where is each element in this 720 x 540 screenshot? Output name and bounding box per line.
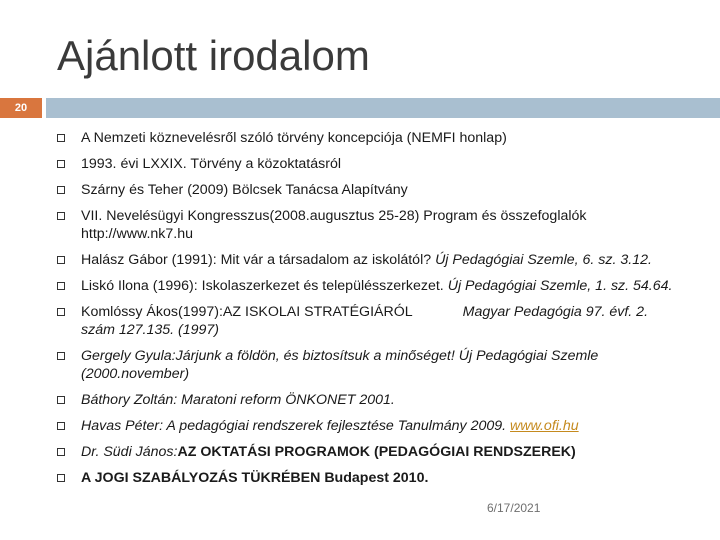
- square-bullet-icon: [57, 134, 65, 142]
- ofi-link[interactable]: www.ofi.hu: [510, 418, 579, 434]
- square-bullet-icon: [57, 282, 65, 290]
- square-bullet-icon: [57, 352, 65, 360]
- square-bullet-icon: [57, 160, 65, 168]
- reference-item: Dr. Südi János:AZ OKTATÁSI PROGRAMOK (PEDAGÓGIAI RENDSZEREK): [55, 443, 685, 461]
- slide-date: 6/17/2021: [487, 501, 541, 515]
- square-bullet-icon: [57, 474, 65, 482]
- reference-item: Halász Gábor (1991): Mit vár a társadalom az iskolától? Új Pedagógiai Szemle, 6. sz. 3.12.: [55, 251, 685, 269]
- reference-item: 1993. évi LXXIX. Törvény a közoktatásról: [55, 155, 685, 173]
- reference-item: VII. Nevelésügyi Kongresszus(2008.augusztus 25-28) Program és összefoglalók http://www.nk7.hu: [55, 207, 685, 243]
- square-bullet-icon: [57, 186, 65, 194]
- square-bullet-icon: [57, 212, 65, 220]
- square-bullet-icon: [57, 308, 65, 316]
- reference-item: Liskó Ilona (1996): Iskolaszerkezet és településszerkezet. Új Pedagógiai Szemle, 1. sz. 54.64.: [55, 277, 685, 295]
- reference-item: Gergely Gyula:Járjunk a földön, és biztosítsuk a minőséget! Új Pedagógiai Szemle (2000.november): [55, 347, 685, 383]
- reference-item: A Nemzeti köznevelésről szóló törvény koncepciója (NEMFI honlap): [55, 129, 685, 147]
- square-bullet-icon: [57, 422, 65, 430]
- header-bar: [46, 98, 720, 118]
- reference-item: Szárny és Teher (2009) Bölcsek Tanácsa Alapítvány: [55, 181, 685, 199]
- reference-item: A JOGI SZABÁLYOZÁS TÜKRÉBEN Budapest 2010.: [55, 469, 685, 487]
- square-bullet-icon: [57, 396, 65, 404]
- square-bullet-icon: [57, 256, 65, 264]
- reference-item: Báthory Zoltán: Maratoni reform ÖNKONET 2001.: [55, 391, 685, 409]
- slide-number: 20: [0, 98, 42, 118]
- slide-title: Ajánlott irodalom: [57, 32, 370, 79]
- square-bullet-icon: [57, 448, 65, 456]
- reference-item: Havas Péter: A pedagógiai rendszerek fejlesztése Tanulmány 2009. www.ofi.hu: [55, 417, 685, 435]
- reference-item: Komlóssy Ákos(1997):AZ ISKOLAI STRATÉGIÁRÓL Magyar Pedagógia 97. évf. 2. szám 127.135. (1997): [55, 303, 685, 339]
- reference-list: [55, 124, 685, 487]
